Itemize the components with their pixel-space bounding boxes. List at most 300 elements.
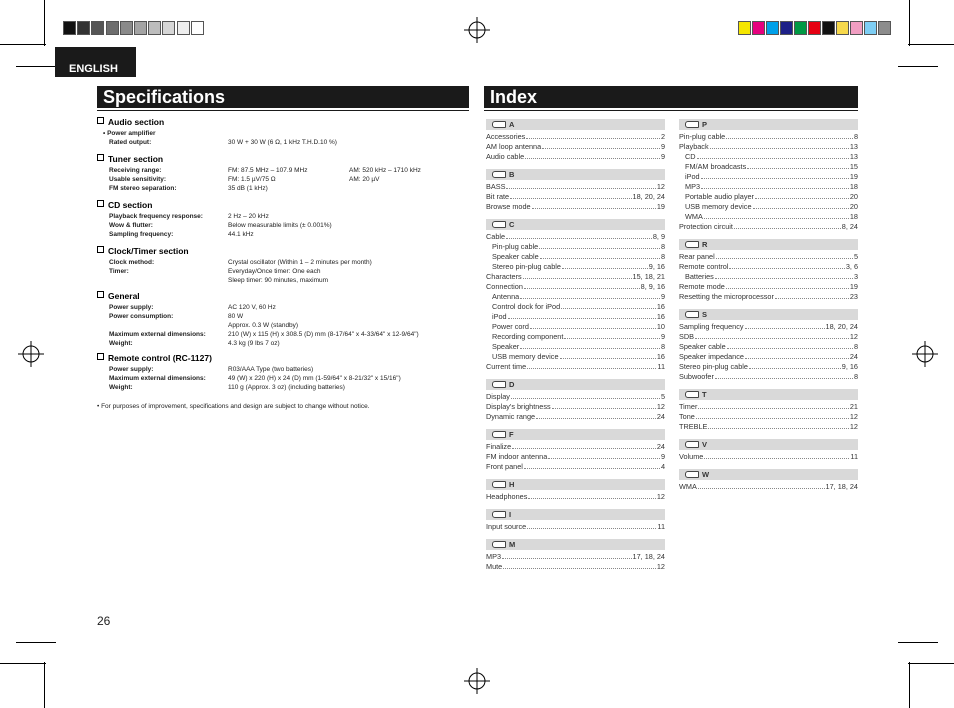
index-letter: C [509,220,515,229]
pointing-hand-icon [685,241,699,248]
index-entry [486,272,665,282]
spec-row [97,184,467,193]
index-entry [486,412,665,422]
index-term: FM indoor antenna [486,452,548,461]
index-group [679,309,858,382]
index-entry [679,292,858,302]
pointing-hand-icon [492,431,506,438]
spec-value: Everyday/Once timer: One each [228,268,321,275]
dot-leader [512,442,656,449]
crop-mark [0,44,46,45]
index-page-ref: 3, 6 [845,262,858,271]
color-swatch [738,21,751,35]
index-term: Finalize [486,442,512,451]
crop-mark [16,642,56,643]
spec-label: Power supply: [109,304,154,311]
grayscale-swatch [191,21,204,35]
index-title: Index [490,87,538,107]
index-term: iPod [492,312,507,321]
spec-value: 210 (W) x 115 (H) x 308.5 (D) mm (8-17/64" x 4-33/64" x 12-9/64") [228,331,419,338]
index-term: Resetting the microprocessor [679,292,774,301]
index-page-ref: 17, 18, 24 [632,552,665,561]
spec-value: R03/AAA Type (two batteries) [228,366,314,373]
index-term: WMA [685,212,703,221]
spec-value: Approx. 0.3 W (standby) [228,322,299,329]
spec-value: 44.1 kHz [228,231,254,238]
page-number: 26 [97,614,111,628]
index-term: Characters [486,272,522,281]
index-page-ref: 24 [656,412,665,421]
index-term: Stereo pin-plug cable [492,262,561,271]
index-page-ref: 18 [849,182,858,191]
dot-leader [561,302,656,309]
index-page-ref: 4 [660,462,665,471]
index-entry [486,322,665,332]
index-entry [679,412,858,422]
dot-leader [525,152,660,159]
index-group [679,119,858,232]
dot-leader [527,362,656,369]
registration-mark-icon [18,341,44,367]
index-page-ref: 17, 18, 24 [825,482,858,491]
index-letter: F [509,430,514,439]
index-term: Speaker cable [679,342,726,351]
index-term: Pin-plug cable [679,132,726,141]
index-term: Control dock for iPod [492,302,561,311]
spec-section-title [97,246,467,256]
spec-section-title [97,353,467,363]
index-term: Display [486,392,510,401]
registration-mark-icon [464,668,490,694]
index-letter-header [486,539,665,550]
spec-section-title-text: Clock/Timer section [108,246,189,256]
dot-leader [526,132,660,139]
index-entry [486,192,665,202]
index-page-ref: 15, 18, 21 [632,272,665,281]
index-page-ref: 18 [849,212,858,221]
spec-value-secondary: AM: 20 µV [349,176,380,183]
color-swatch [780,21,793,35]
spec-row [97,212,467,221]
dot-leader [726,132,853,139]
dot-leader [506,232,652,239]
index-page-ref: 19 [656,202,665,211]
index-term: Bit rate [486,192,510,201]
index-entry [679,212,858,222]
dot-leader [775,292,849,299]
index-entry [679,362,858,372]
spec-row [97,175,467,184]
spec-value: 49 (W) x 220 (H) x 24 (D) mm (1-59/64" x 8-21/32" x 15/16") [228,375,401,382]
spec-section-title-text: Remote control (RC-1127) [108,353,212,363]
dot-leader [716,252,853,259]
index-entry [486,242,665,252]
index-group [486,169,665,212]
index-term: AM loop antenna [486,142,542,151]
spec-row [97,138,467,147]
index-entry [486,332,665,342]
spec-row [97,303,467,312]
spec-row [97,339,467,348]
dot-leader [560,352,656,359]
index-letter: P [702,120,708,129]
index-entry [486,142,665,152]
dot-leader [727,342,853,349]
pointing-hand-icon [492,511,506,518]
grayscale-swatch [177,21,190,35]
dot-leader [695,332,849,339]
index-page-ref: 8, 9 [652,232,665,241]
color-swatch [878,21,891,35]
index-letter-header [679,389,858,400]
index-page-ref: 10 [656,322,665,331]
spec-value: AC 120 V, 60 Hz [228,304,276,311]
checkbox-bullet-icon [97,154,104,161]
index-term: Accessories [486,132,526,141]
pointing-hand-icon [685,121,699,128]
index-page-ref: 24 [849,352,858,361]
pointing-hand-icon [685,471,699,478]
index-page-ref: 20 [849,202,858,211]
dot-leader [704,452,849,459]
spec-label: Maximum external dimensions: [109,375,206,382]
dot-leader [530,322,656,329]
index-term: USB memory device [685,202,752,211]
spec-label: Maximum external dimensions: [109,331,206,338]
dot-leader [508,312,656,319]
index-letter-header [679,439,858,450]
index-entry [679,202,858,212]
index-letter: V [702,440,708,449]
dot-leader [747,162,849,169]
index-term: Volume [679,452,704,461]
dot-leader [729,262,844,269]
dot-leader [503,562,656,569]
index-entry [486,402,665,412]
registration-mark-icon [912,341,938,367]
index-entry [486,392,665,402]
index-entry [486,362,665,372]
dot-leader [710,142,849,149]
index-group [486,119,665,162]
index-letter-header [679,469,858,480]
spec-section-title [97,154,467,164]
dot-leader [520,292,660,299]
index-page-ref: 12 [656,562,665,571]
crop-mark [16,66,56,67]
index-page-ref: 9 [660,292,665,301]
index-page-ref: 8 [853,132,858,141]
index-letter: R [702,240,708,249]
specifications-title: Specifications [103,87,226,107]
index-entry [679,402,858,412]
index-letter-header [486,479,665,490]
index-page-ref: 15 [849,162,858,171]
dot-leader [520,342,660,349]
index-term: Subwoofer [679,372,714,381]
spec-label: Power supply: [109,366,154,373]
spec-label: Sampling frequency: [109,231,174,238]
index-entry [486,552,665,562]
color-swatch [794,21,807,35]
index-column-right [679,119,858,499]
spec-row [97,230,467,239]
index-page-ref: 9, 16 [841,362,858,371]
spec-section [97,291,467,348]
index-page-ref: 11 [657,522,665,531]
grayscale-swatch [162,21,175,35]
spec-label: Rated output: [109,139,152,146]
spec-label: Playback frequency response: [109,213,203,220]
index-page-ref: 8 [853,372,858,381]
index-entry [679,272,858,282]
pointing-hand-icon [492,541,506,548]
index-page-ref: 12 [849,332,858,341]
index-entry [486,232,665,242]
index-page-ref: 12 [656,182,665,191]
index-entry [486,262,665,272]
dot-leader [701,182,849,189]
index-letter: B [509,170,515,179]
dot-leader [726,282,849,289]
spec-row [97,276,467,285]
index-page-ref: 19 [849,282,858,291]
index-term: BASS [486,182,506,191]
index-letter-header [679,239,858,250]
index-entry [486,522,665,532]
dot-leader [715,272,853,279]
index-page-ref: 11 [657,362,665,371]
index-entry [486,182,665,192]
index-page-ref: 5 [853,252,858,261]
index-entry [679,162,858,172]
spec-row [97,330,467,339]
grayscale-swatch [91,21,104,35]
dot-leader [696,412,849,419]
crop-mark [908,44,954,45]
index-page-ref: 13 [849,142,858,151]
crop-mark [44,662,45,708]
index-term: Antenna [492,292,520,301]
index-term: Pin-plug cable [492,242,539,251]
index-page-ref: 9 [660,142,665,151]
color-swatch [836,21,849,35]
spec-value: Below measurable limits (± 0.001%) [228,222,332,229]
dot-leader [540,252,660,259]
spec-value: 2 Hz – 20 kHz [228,213,269,220]
index-letter-header [679,309,858,320]
index-term: Cable [486,232,506,241]
color-swatch [808,21,821,35]
pointing-hand-icon [492,221,506,228]
index-entry [679,422,858,432]
language-tab [55,47,136,77]
dot-leader [698,482,825,489]
dot-leader [749,362,841,369]
dot-leader [704,212,849,219]
index-term: Protection circuit [679,222,733,231]
index-page-ref: 11 [850,452,858,461]
dot-leader [506,182,655,189]
crop-mark [909,0,910,46]
spec-value-secondary: AM: 520 kHz – 1710 kHz [349,167,421,174]
dot-leader [715,372,853,379]
index-term: iPod [685,172,700,181]
spec-section-title-text: Tuner section [108,154,164,164]
index-entry [679,332,858,342]
index-entry [486,352,665,362]
index-letter: W [702,470,710,479]
checkbox-bullet-icon [97,117,104,124]
spec-section-title-text: Audio section [108,117,165,127]
grayscale-swatch [77,21,90,35]
index-group [486,539,665,572]
index-letter-header [486,429,665,440]
spec-label: Wow & flutter: [109,222,153,229]
dot-leader [548,452,660,459]
spec-row [97,383,467,392]
index-term: Remote mode [679,282,725,291]
spec-label: FM stereo separation: [109,185,177,192]
index-group [679,389,858,432]
index-term: Input source [486,522,527,531]
spec-value: 80 W [228,313,244,320]
checkbox-bullet-icon [97,200,104,207]
index-term: Timer [679,402,698,411]
spec-section-title [97,291,467,301]
spec-value: 110 g (Approx. 3 oz) (including batteries) [228,384,345,391]
spec-label: Weight: [109,384,133,391]
specifications-note: • For purposes of improvement, specifications and design are subject to change without notice. [97,403,370,410]
index-page-ref: 16 [656,312,665,321]
grayscale-swatch [63,21,76,35]
index-term: Portable audio player [685,192,754,201]
index-term: SDB [679,332,695,341]
dot-leader [698,402,849,409]
index-entry [679,132,858,142]
index-page-ref: 8, 24 [841,222,858,231]
spec-section-title-text: General [108,291,140,301]
index-page-ref: 8 [853,342,858,351]
index-entry [486,152,665,162]
spec-row [97,258,467,267]
index-page-ref: 18, 20, 24 [632,192,665,201]
index-letter: I [509,510,512,519]
index-entry [486,292,665,302]
spec-value: FM: 1.5 µV/75 Ω [228,176,276,183]
index-group [486,509,665,532]
index-term: Sampling frequency [679,322,744,331]
spec-section [97,200,467,239]
dot-leader [511,392,660,399]
index-group [679,439,858,462]
index-term: USB memory device [492,352,559,361]
spec-row [97,374,467,383]
dot-leader [755,192,849,199]
index-letter-header [486,379,665,390]
index-entry [679,482,858,492]
index-letter: D [509,380,515,389]
dot-leader [697,152,849,159]
index-page-ref: 12 [849,422,858,431]
spec-row [97,267,467,276]
index-entry [486,562,665,572]
crop-mark [44,0,45,46]
index-entry [486,342,665,352]
index-group [679,239,858,302]
index-page-ref: 18, 20, 24 [825,322,858,331]
index-entry [679,222,858,232]
dot-leader [708,422,848,429]
spec-row [97,166,467,175]
spec-subsection-title: • Power amplifier [103,130,156,137]
index-page-ref: 16 [656,352,665,361]
index-term: Current time [486,362,527,371]
index-term: Browse mode [486,202,531,211]
specifications-header [97,86,469,108]
crop-mark [0,663,46,664]
dot-leader [524,462,660,469]
grayscale-swatch [148,21,161,35]
index-group [486,479,665,502]
index-term: Batteries [685,272,714,281]
dot-leader [745,352,849,359]
index-letter-header [486,119,665,130]
index-term: Recording component [492,332,564,341]
grayscale-swatch [120,21,133,35]
spec-section [97,246,467,285]
index-term: MP3 [486,552,502,561]
index-page-ref: 8 [660,242,665,251]
index-entry [679,452,858,462]
index-entry [486,302,665,312]
index-page-ref: 8, 9, 16 [640,282,665,291]
spec-label: Timer: [109,268,129,275]
index-group [486,219,665,372]
spec-label: Clock method: [109,259,155,266]
spec-label: Receiving range: [109,167,162,174]
spec-value: 30 W + 30 W (6 Ω, 1 kHz T.H.D.10 %) [228,139,337,146]
index-term: Speaker cable [492,252,539,261]
index-entry [486,492,665,502]
registration-mark-icon [464,17,490,43]
index-group [486,379,665,422]
index-page-ref: 8 [660,342,665,351]
index-entry [486,312,665,322]
index-entry [486,132,665,142]
index-entry [486,452,665,462]
index-entry [679,372,858,382]
index-letter-header [486,169,665,180]
spec-section-title-text: CD section [108,200,153,210]
index-page-ref: 9 [660,452,665,461]
index-page-ref: 12 [656,492,665,501]
index-page-ref: 5 [660,392,665,401]
index-term: Power cord [492,322,529,331]
index-page-ref: 12 [849,412,858,421]
spec-section [97,117,467,147]
pointing-hand-icon [492,171,506,178]
index-entry [679,262,858,272]
index-page-ref: 21 [849,402,858,411]
grayscale-swatch [106,21,119,35]
index-entry [486,252,665,262]
index-group [679,469,858,492]
index-term: Connection [486,282,523,291]
pointing-hand-icon [492,381,506,388]
index-term: FM/AM broadcasts [685,162,747,171]
dot-leader [745,322,825,329]
